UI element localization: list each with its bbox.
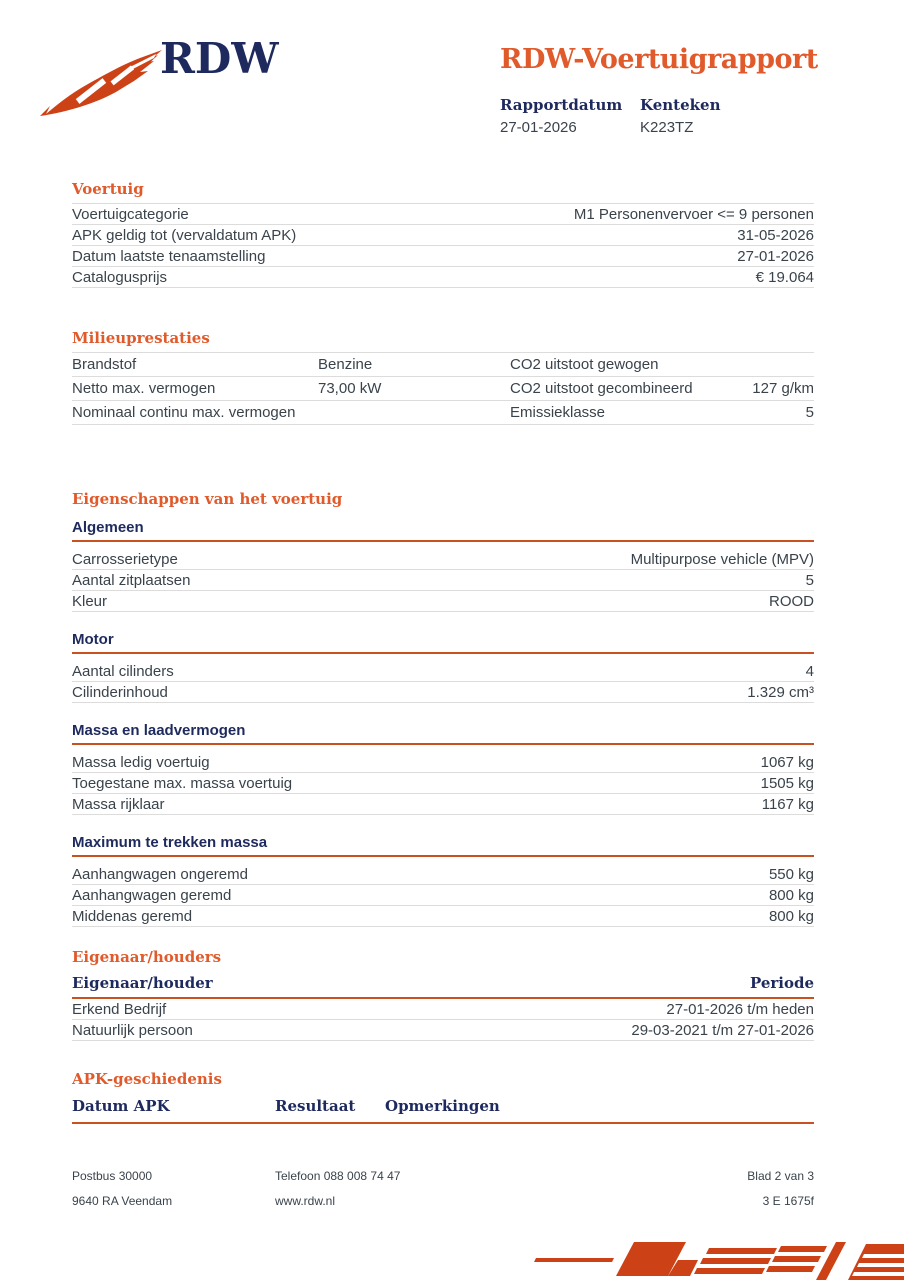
- row-value: Multipurpose vehicle (MPV): [630, 551, 814, 568]
- row-label: Carrosserietype: [72, 551, 178, 568]
- table-row: [72, 885, 814, 906]
- column-header-datum-apk: Datum APK: [72, 1097, 170, 1115]
- row-value: 5: [805, 572, 814, 589]
- section-voertuig: [72, 180, 814, 288]
- row-label: APK geldig tot (vervaldatum APK): [72, 227, 297, 244]
- footer-address: [72, 1170, 275, 1220]
- row-label: Toegestane max. massa voertuig: [72, 775, 293, 792]
- table-row: [72, 752, 814, 773]
- footer-phone: Telefoon 088 008 74 47: [275, 1169, 401, 1183]
- row-label: Middenas geremd: [72, 908, 193, 925]
- row-label: Erkend Bedrijf: [72, 1001, 167, 1018]
- row-value: 27-01-2026 t/m heden: [666, 1001, 814, 1018]
- section-heading-milieuprestaties: Milieuprestaties: [72, 329, 814, 353]
- row-value: 800 kg: [768, 908, 814, 925]
- column-header-resultaat: Resultaat: [275, 1097, 356, 1115]
- row-label: Emissieklasse: [510, 404, 606, 421]
- footer-postbus: Postbus 30000: [72, 1169, 153, 1183]
- row-value: 1167 kg: [761, 796, 814, 813]
- row-value: 4: [805, 663, 814, 680]
- page-title: RDW-Voertuigrapport: [500, 44, 818, 75]
- bottom-decoration-icon: [516, 1238, 904, 1280]
- footer-page-info: [654, 1170, 814, 1220]
- row-label: Aantal cilinders: [72, 663, 174, 680]
- table-row: [72, 591, 814, 612]
- section-eigenaar-houders: [72, 948, 814, 1041]
- rdw-logo-text: RDW: [160, 34, 279, 83]
- table-row: [72, 570, 814, 591]
- section-milieuprestaties: [72, 329, 814, 425]
- row-label: Massa rijklaar: [72, 796, 165, 813]
- section-eigenschappen: [72, 490, 814, 927]
- row-label: Natuurlijk persoon: [72, 1022, 193, 1039]
- row-label: CO2 uitstoot gewogen: [510, 356, 659, 373]
- section-heading-eigenschappen: Eigenschappen van het voertuig: [72, 490, 343, 508]
- table-row: [72, 794, 814, 815]
- row-value: € 19.064: [755, 269, 814, 286]
- subsection-motor: [72, 631, 814, 703]
- row-label: Brandstof: [72, 356, 137, 373]
- table-row: [72, 204, 814, 225]
- subsection-title: Massa en laadvermogen: [72, 722, 814, 745]
- table-row: [72, 661, 814, 682]
- subsection-title: Algemeen: [72, 519, 814, 542]
- footer-contact: [275, 1170, 654, 1220]
- report-date-label: Rapportdatum: [500, 96, 623, 114]
- table-row: [72, 864, 814, 885]
- row-value: 550 kg: [768, 866, 814, 883]
- row-label: Kleur: [72, 593, 108, 610]
- table-row: [72, 1020, 814, 1041]
- footer-page-number: Blad 2 van 3: [747, 1169, 814, 1183]
- row-value: 1067 kg: [760, 754, 814, 771]
- footer-city: 9640 RA Veendam: [72, 1194, 173, 1208]
- row-label: Aanhangwagen geremd: [72, 887, 232, 904]
- report-date-value: 27-01-2026: [500, 119, 577, 136]
- report-date-block: [500, 96, 640, 136]
- table-row: [72, 549, 814, 570]
- row-value: 73,00 kW: [318, 380, 382, 397]
- page-footer: [72, 1170, 814, 1220]
- rdw-feather-logo-icon: [36, 48, 164, 120]
- row-label: Aantal zitplaatsen: [72, 572, 191, 589]
- row-value: ROOD: [769, 593, 814, 610]
- section-apk-geschiedenis: [72, 1070, 814, 1124]
- row-label: Nominaal continu max. vermogen: [72, 404, 296, 421]
- table-row: [72, 906, 814, 927]
- subsection-massa-en-laadvermogen: [72, 722, 814, 815]
- row-value: 29-03-2021 t/m 27-01-2026: [631, 1022, 814, 1039]
- row-value: 1505 kg: [760, 775, 814, 792]
- owner-table-header: [72, 974, 814, 999]
- table-row: [72, 682, 814, 703]
- row-label: CO2 uitstoot gecombineerd: [510, 380, 693, 397]
- row-value: M1 Personenvervoer <= 9 personen: [573, 206, 814, 223]
- footer-form-code: 3 E 1675f: [762, 1194, 814, 1208]
- apk-table-header: [72, 1097, 814, 1124]
- license-plate-block: [640, 96, 780, 136]
- subsection-title: Motor: [72, 631, 814, 654]
- subsection-algemeen: [72, 519, 814, 612]
- table-row: [72, 353, 814, 377]
- row-label: Massa ledig voertuig: [72, 754, 210, 771]
- report-meta: [500, 96, 780, 136]
- column-header-periode: Periode: [749, 974, 814, 992]
- table-row: [72, 773, 814, 794]
- subsection-title: Maximum te trekken massa: [72, 834, 814, 857]
- row-value: 27-01-2026: [737, 248, 814, 265]
- row-label: Datum laatste tenaamstelling: [72, 248, 266, 265]
- row-value: 127 g/km: [752, 380, 814, 397]
- table-row: [72, 377, 814, 401]
- table-row: [72, 401, 814, 425]
- table-row: [72, 246, 814, 267]
- row-value: 31-05-2026: [737, 227, 814, 244]
- row-label: Voertuigcategorie: [72, 206, 189, 223]
- row-label: Aanhangwagen ongeremd: [72, 866, 248, 883]
- row-value: [318, 401, 510, 425]
- row-value: 1.329 cm³: [747, 684, 814, 701]
- license-plate-value: K223TZ: [640, 119, 694, 136]
- table-row: [72, 999, 814, 1020]
- table-row: [72, 225, 814, 246]
- column-header-eigenaar-houder: Eigenaar/houder: [72, 974, 213, 992]
- section-heading-voertuig: Voertuig: [72, 180, 814, 204]
- row-label: Cilinderinhoud: [72, 684, 168, 701]
- license-plate-label: Kenteken: [640, 96, 721, 114]
- section-heading-apk-geschiedenis: APK-geschiedenis: [72, 1070, 222, 1088]
- row-label: Catalogusprijs: [72, 269, 168, 286]
- column-header-opmerkingen: Opmerkingen: [385, 1097, 500, 1115]
- row-value: 5: [805, 404, 814, 421]
- table-row: [72, 267, 814, 288]
- row-value: [732, 353, 814, 377]
- row-value: Benzine: [318, 356, 373, 373]
- subsection-maximum-te-trekken-massa: [72, 834, 814, 927]
- row-value: 800 kg: [768, 887, 814, 904]
- row-label: Netto max. vermogen: [72, 380, 216, 397]
- footer-website: www.rdw.nl: [275, 1194, 336, 1208]
- section-heading-eigenaar-houders: Eigenaar/houders: [72, 948, 222, 966]
